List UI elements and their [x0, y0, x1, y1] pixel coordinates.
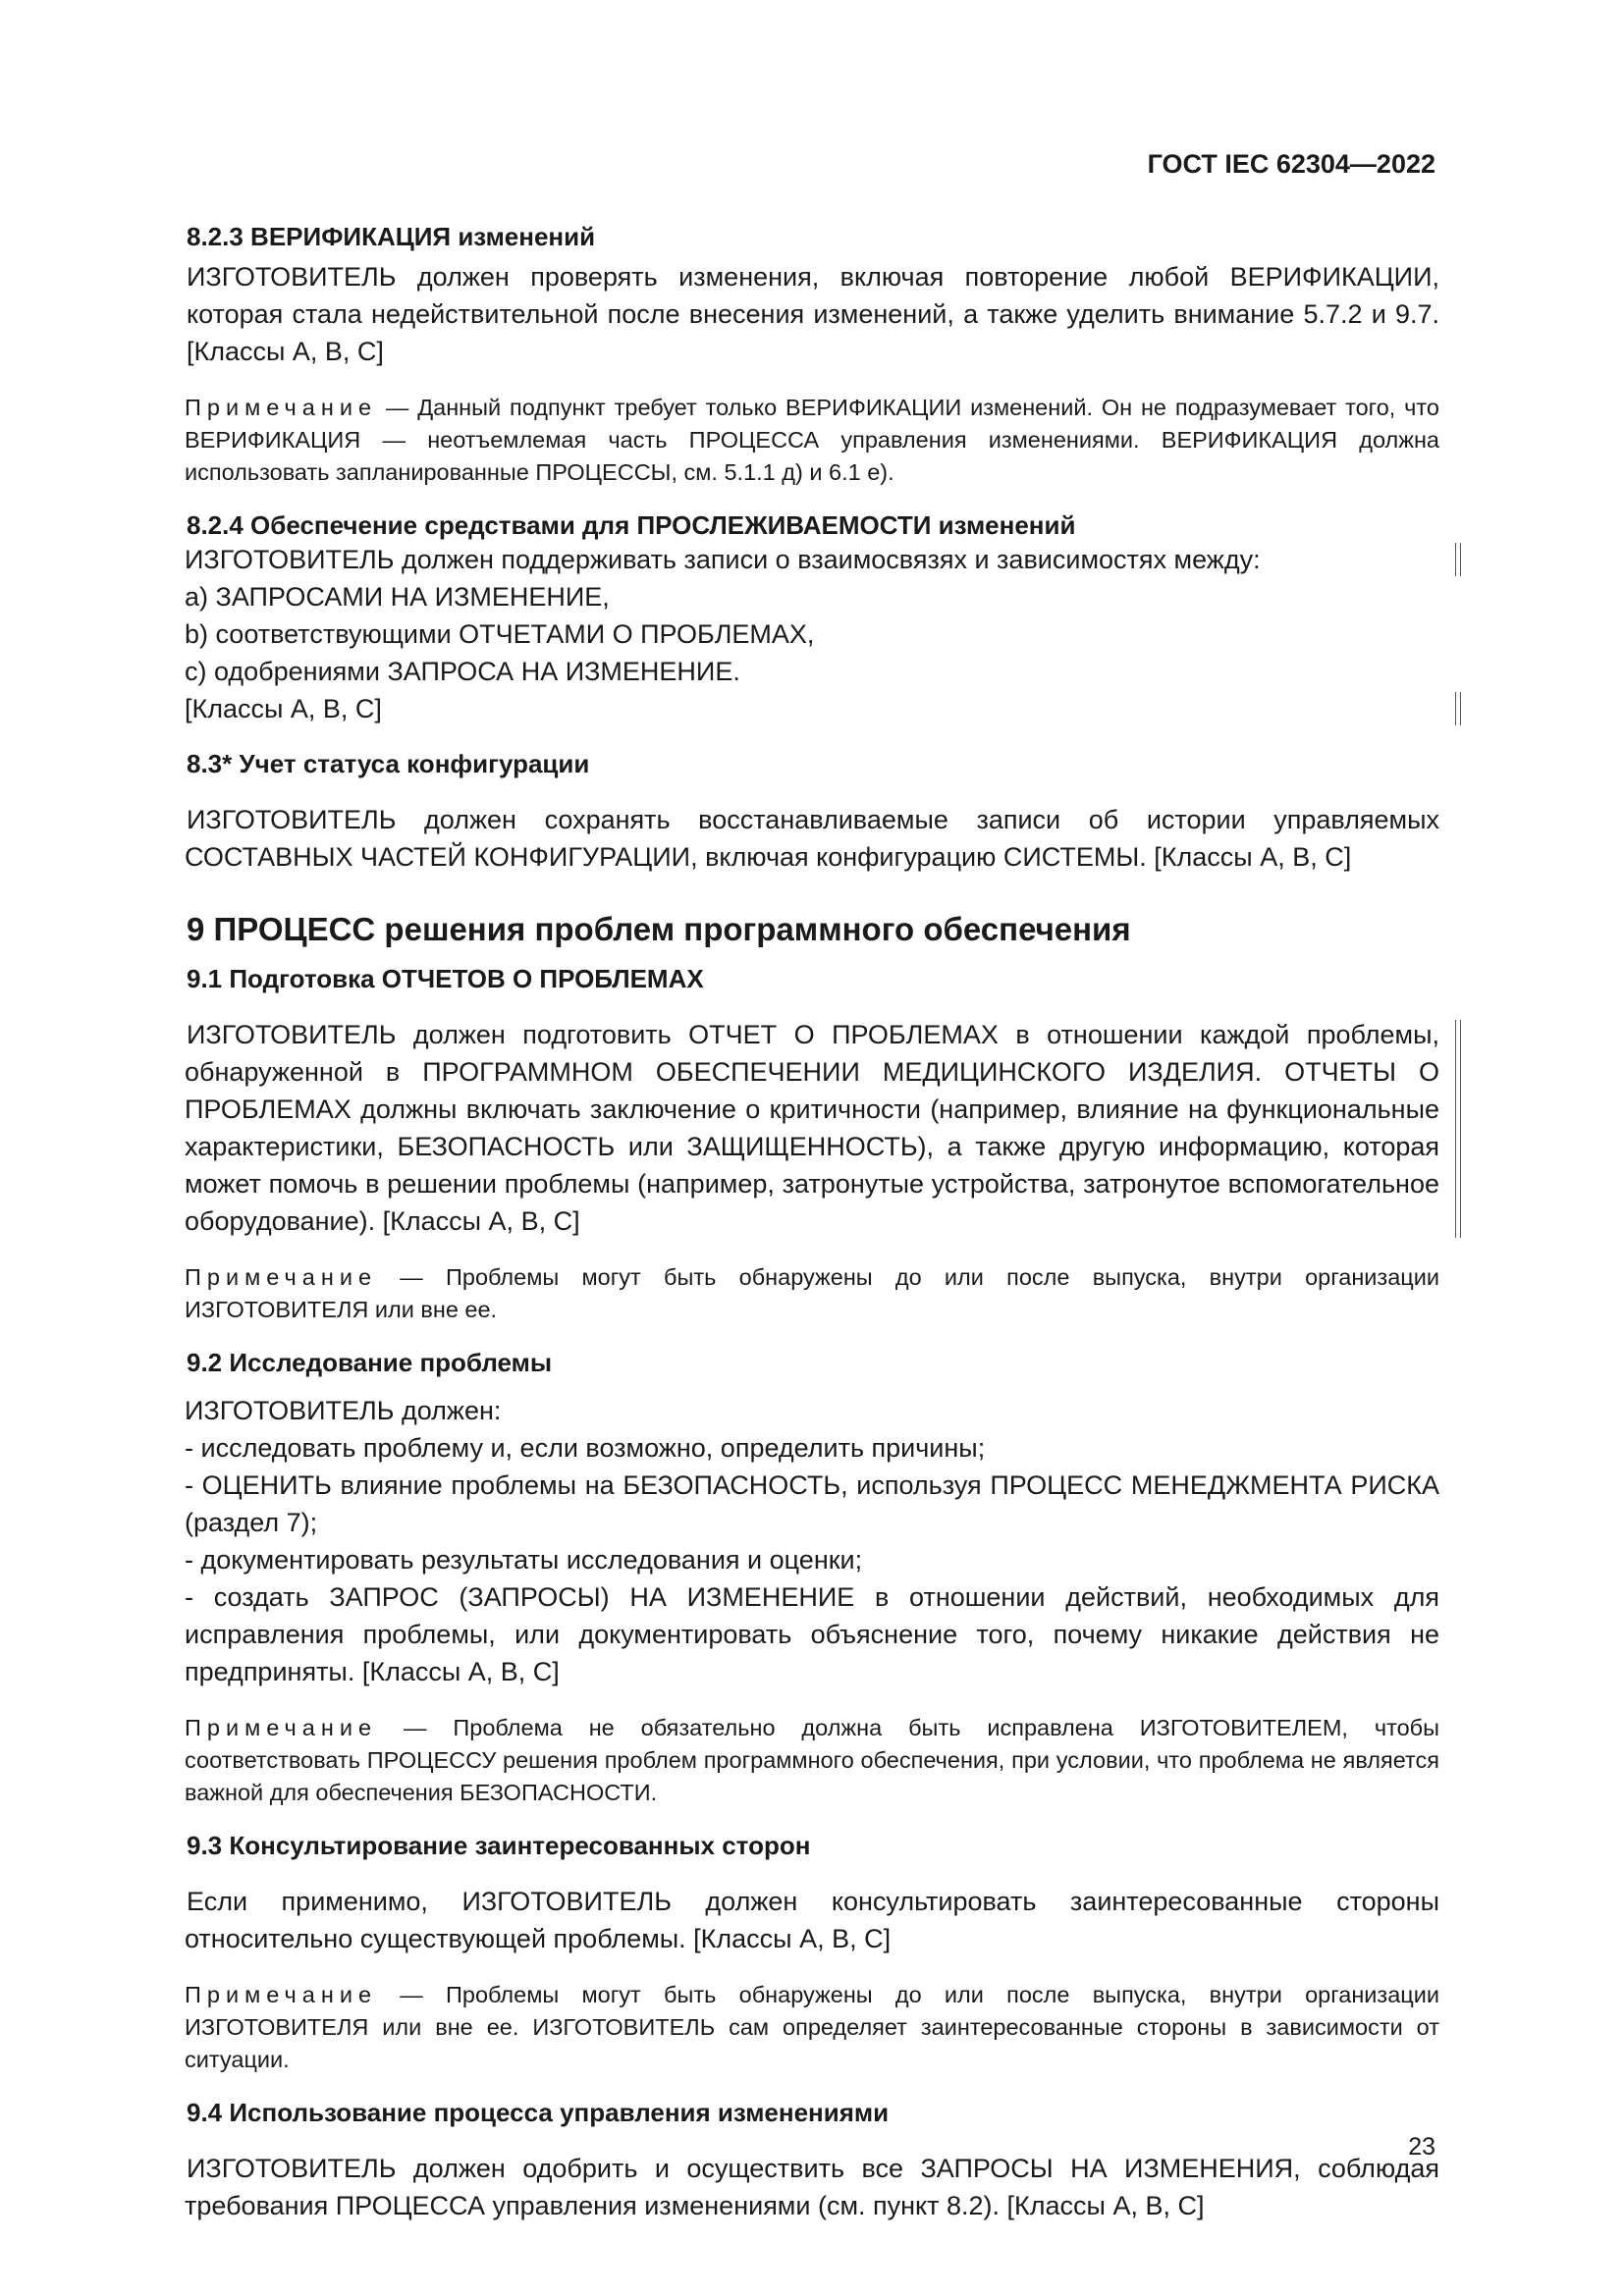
list-item: a) ЗАПРОСАМИ НА ИЗМЕНЕНИЕ, — [185, 582, 610, 612]
page-number: 23 — [1408, 2133, 1435, 2161]
change-bar — [1455, 1020, 1461, 1238]
section-8-2-4-intro — [185, 541, 1439, 578]
section-9-1-note — [185, 1261, 1439, 1326]
note-label: Примечание — [185, 1715, 378, 1740]
section-9-3-title: 9.3 Консультирование заинтересованных сторон — [187, 1831, 811, 1860]
section-9-4-title: 9.4 Использование процесса управления изменениями — [187, 2098, 890, 2127]
section-8-3-paragraph: ИЗГОТОВИТЕЛЬ должен сохранять восстанавливаемые записи об истории управляемых СОСТАВНЫХ ЧАСТЕЙ КОНФИГУРАЦИИ, включая конфигурацию СИСТЕМЫ. [Классы А, В, С] — [185, 805, 1439, 872]
list-item: c) одобрениями ЗАПРОСА НА ИЗМЕНЕНИЕ. — [185, 657, 740, 686]
section-8-2-4-intro-text: ИЗГОТОВИТЕЛЬ должен поддерживать записи о взаимосвязях и зависимостях между: — [185, 545, 1261, 574]
list-item: - документировать результаты исследования и оценки; — [185, 1545, 863, 1575]
note-text: — Проблема не обязательно должна быть исправлена ИЗГОТОВИТЕЛЕМ, чтобы соответствовать ПРОЦЕССУ решения проблем программного обеспечения, при условии, что проблема не является важной для обеспечения БЕЗОПАСНОСТИ. — [185, 1715, 1439, 1805]
note-text: — Проблемы могут быть обнаружены до или после выпуска, внутри организации ИЗГОТОВИТЕЛЯ или вне ее. — [185, 1264, 1439, 1322]
section-8-2-4-classes — [185, 690, 1439, 727]
section-9-2-note — [185, 1712, 1439, 1809]
section-9-2-title: 9.2 Исследование проблемы — [187, 1348, 553, 1377]
note-label: Примечание — [185, 1982, 378, 2007]
change-bar — [1455, 692, 1461, 725]
section-9-1-paragraph — [185, 1016, 1439, 1240]
list-item: - исследовать проблему и, если возможно, определить причины; — [185, 1433, 986, 1463]
list-item: - создать ЗАПРОС (ЗАПРОСЫ) НА ИЗМЕНЕНИЕ в отношении действий, необходимых для исправления проблемы, или документировать объяснение того, почему никакие действия не предприняты. [Классы А, В, С] — [185, 1582, 1439, 1686]
section-8-2-4-title: 8.2.4 Обеспечение средствами для ПРОСЛЕЖИВАЕМОСТИ изменений — [187, 510, 1076, 540]
section-9-3-paragraph: Если применимо, ИЗГОТОВИТЕЛЬ должен консультировать заинтересованные стороны относительно существующей проблемы. [Классы А, В, С] — [185, 1887, 1439, 1953]
section-9-1-title: 9.1 Подготовка ОТЧЕТОВ О ПРОБЛЕМАХ — [187, 964, 704, 993]
page-content — [185, 222, 1439, 2224]
section-9-1-paragraph-text: ИЗГОТОВИТЕЛЬ должен подготовить ОТЧЕТ О ПРОБЛЕМАХ в отношении каждой проблемы, обнаруженной в ПРОГРАММНОМ ОБЕСПЕЧЕНИИ МЕДИЦИНСКОГО ИЗДЕЛИЯ. ОТЧЕТЫ О ПРОБЛЕМАХ должны включать заключение о критичности (например, влияние на функциональные характеристики, БЕЗОПАСНОСТЬ или ЗАЩИЩЕННОСТЬ), а также другую информацию, которая может помочь в решении проблемы (например, затронутые устройства, затронутое вспомогательное оборудование). [Классы А, В, С] — [185, 1020, 1439, 1236]
section-8-2-3-title: 8.2.3 ВЕРИФИКАЦИЯ изменений — [187, 222, 596, 251]
section-9-4-paragraph: ИЗГОТОВИТЕЛЬ должен одобрить и осуществить все ЗАПРОСЫ НА ИЗМЕНЕНИЯ, соблюдая требования ПРОЦЕССА управления изменениями (см. пункт 8.2). [Классы А, В, С] — [185, 2154, 1439, 2220]
note-text: — Проблемы могут быть обнаружены до или после выпуска, внутри организации ИЗГОТОВИТЕЛЯ или вне ее. ИЗГОТОВИТЕЛЬ сам определяет заинтересованные стороны в зависимости от ситуации. — [185, 1982, 1439, 2072]
section-8-3-title: 8.3* Учет статуса конфигурации — [187, 749, 590, 778]
section-8-2-3-note — [185, 392, 1439, 489]
change-bar — [1455, 543, 1461, 576]
section-9-3-note — [185, 1979, 1439, 2076]
note-label: Примечание — [185, 1264, 378, 1290]
note-label: Примечание — [185, 395, 378, 420]
section-8-2-4-classes-text: [Классы А, В, С] — [185, 694, 382, 723]
list-item: b) соответствующими ОТЧЕТАМИ О ПРОБЛЕМАХ, — [185, 619, 815, 649]
section-8-2-3-paragraph: ИЗГОТОВИТЕЛЬ должен проверять изменения, включая повторение любой ВЕРИФИКАЦИИ, которая стала недействительной после внесения изменений, а также уделить внимание 5.7.2 и 9.7. [Классы А, В, С] — [187, 262, 1439, 366]
list-item: - ОЦЕНИТЬ влияние проблемы на БЕЗОПАСНОСТЬ, используя ПРОЦЕСС МЕНЕДЖМЕНТА РИСКА (раздел 7); — [185, 1470, 1439, 1537]
section-9-2-intro: ИЗГОТОВИТЕЛЬ должен: — [185, 1396, 502, 1425]
note-text: — Данный подпункт требует только ВЕРИФИКАЦИИ изменений. Он не подразумевает того, что ВЕРИФИКАЦИЯ — неотъемлемая часть ПРОЦЕССА управления изменениями. ВЕРИФИКАЦИЯ должна использовать запланированные ПРОЦЕССЫ, см. 5.1.1 д) и 6.1 е). — [185, 395, 1439, 485]
document-code-header: ГОСТ IEC 62304—2022 — [1147, 149, 1435, 179]
section-9-title: 9 ПРОЦЕСС решения проблем программного обеспечения — [187, 911, 1131, 947]
